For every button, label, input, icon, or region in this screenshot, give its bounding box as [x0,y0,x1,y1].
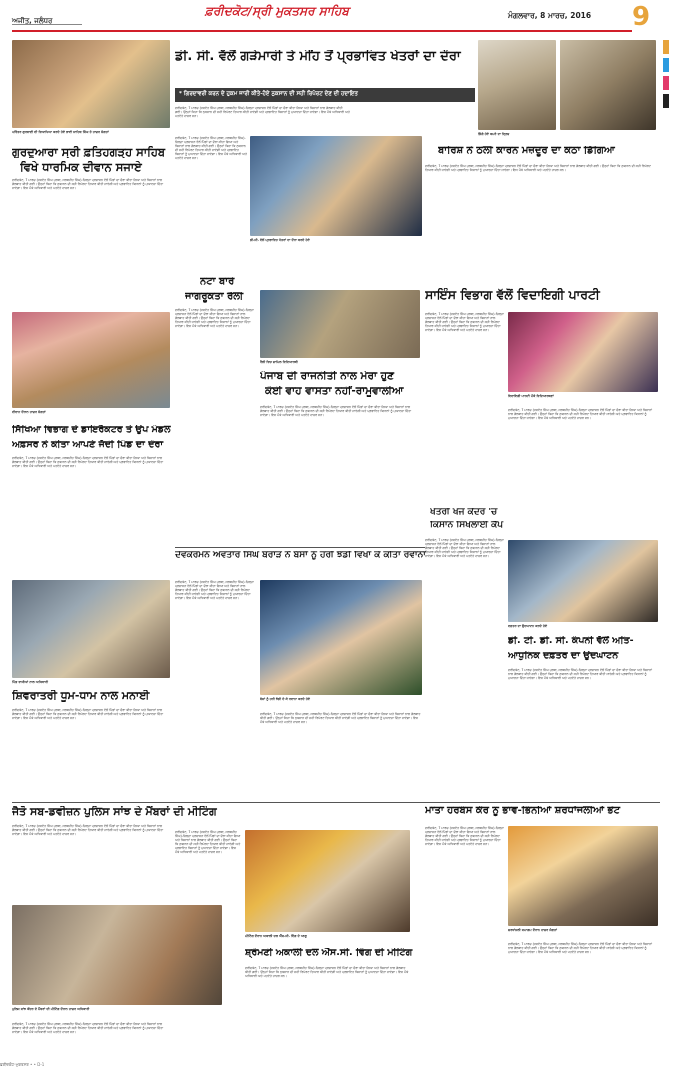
education-headline-2: ਅਫ਼ਸਰ ਨੇ ਕੀਤਾ ਆਪਣੇ ਜੱਦੀ ਪਿੰਡ ਦਾ ਦੌਰਾ [12,440,164,450]
dc-visit-text: ਫ਼ਰੀਦਕੋਟ, 7 ਮਾਰਚ (ਜਸਵੰਤ ਸਿੰਘ ਪੁਰਬਾ, ਸਰਬਜੀਤ ਸਿੰਘ)-ਜ਼ਿਲ੍ਹਾ ਪ੍ਰਸ਼ਾਸਨ ਵੱਲੋਂ ਪਿੰਡਾਂ ਦਾ ਦੌਰਾ ਕੀਤਾ ਗਿਆ ਅਤੇ ਕਿਸਾਨਾਂ ਨਾਲ ਗੱਲਬਾਤ ਕੀਤੀ ਗਈ। ਉਨ੍ਹਾਂ ਕਿਹਾ ਕਿ ਨੁਕਸਾਨ ਦੀ ਸਹੀ ਰਿਪੋਰਟ ਤਿਆਰ ਕੀਤੀ ਜਾਵੇਗੀ ਅਤੇ ਪ੍ਰਭਾਵਿਤ ਕਿਸਾਨਾਂ ਨੂੰ ਮੁਆਵਜ਼ਾ ਦਿੱਤਾ ਜਾਵੇਗਾ। ਇਸ ਮੌਕੇ ਅਧਿਕਾਰੀ ਅਤੇ ਪਤਵੰਤੇ ਹਾਜ਼ਰ ਸਨ। [175,106,350,119]
margin-code: ਫ਼ਰੀਦਕੋਟ-ਮੁਕਤਸਰ • • D-1 [0,1062,45,1067]
worker-text: ਫ਼ਰੀਦਕੋਟ, 7 ਮਾਰਚ (ਜਸਵੰਤ ਸਿੰਘ ਪੁਰਬਾ, ਸਰਬਜੀਤ ਸਿੰਘ)-ਜ਼ਿਲ੍ਹਾ ਪ੍ਰਸ਼ਾਸਨ ਵੱਲੋਂ ਪਿੰਡਾਂ ਦਾ ਦੌਰਾ ਕੀਤਾ ਗਿਆ ਅਤੇ ਕਿਸਾਨਾਂ ਨਾਲ ਗੱਲਬਾਤ ਕੀਤੀ ਗਈ। ਉਨ੍ਹਾਂ ਕਿਹਾ ਕਿ ਨੁਕਸਾਨ ਦੀ ਸਹੀ ਰਿਪੋਰਟ ਤਿਆਰ ਕੀਤੀ ਜਾਵੇਗੀ ਅਤੇ ਪ੍ਰਭਾਵਿਤ ਕਿਸਾਨਾਂ ਨੂੰ ਮੁਆਵਜ਼ਾ ਦਿੱਤਾ ਜਾਵੇਗਾ। ਇਸ ਮੌਕੇ ਅਧਿਕਾਰੀ ਅਤੇ ਪਤਵੰਤੇ ਹਾਜ਼ਰ ਸਨ। [175,136,247,161]
politics-body [260,405,420,545]
page-number: 9 [632,2,651,32]
bus-text-left: ਫ਼ਰੀਦਕੋਟ, 7 ਮਾਰਚ (ਜਸਵੰਤ ਸਿੰਘ ਪੁਰਬਾ, ਸਰਬਜੀਤ ਸਿੰਘ)-ਜ਼ਿਲ੍ਹਾ ਪ੍ਰਸ਼ਾਸਨ ਵੱਲੋਂ ਪਿੰਡਾਂ ਦਾ ਦੌਰਾ ਕੀਤਾ ਗਿਆ ਅਤੇ ਕਿਸਾਨਾਂ ਨਾਲ ਗੱਲਬਾਤ ਕੀਤੀ ਗਈ। ਉਨ੍ਹਾਂ ਕਿਹਾ ਕਿ ਨੁਕਸਾਨ ਦੀ ਸਹੀ ਰਿਪੋਰਟ ਤਿਆਰ ਕੀਤੀ ਜਾਵੇਗੀ ਅਤੇ ਪ੍ਰਭਾਵਿਤ ਕਿਸਾਨਾਂ ਨੂੰ ਮੁਆਵਜ਼ਾ ਦਿੱਤਾ ਜਾਵੇਗਾ। ਇਸ ਮੌਕੇ ਅਧਿਕਾਰੀ ਅਤੇ ਪਤਵੰਤੇ ਹਾਜ਼ਰ ਸਨ। [175,580,254,601]
bus-text-right: ਫ਼ਰੀਦਕੋਟ, 7 ਮਾਰਚ (ਜਸਵੰਤ ਸਿੰਘ ਪੁਰਬਾ, ਸਰਬਜੀਤ ਸਿੰਘ)-ਜ਼ਿਲ੍ਹਾ ਪ੍ਰਸ਼ਾਸਨ ਵੱਲੋਂ ਪਿੰਡਾਂ ਦਾ ਦੌਰਾ ਕੀਤਾ ਗਿਆ ਅਤੇ ਕਿਸਾਨਾਂ ਨਾਲ ਗੱਲਬਾਤ ਕੀਤੀ ਗਈ। ਉਨ੍ਹਾਂ ਕਿਹਾ ਕਿ ਨੁਕਸਾਨ ਦੀ ਸਹੀ ਰਿਪੋਰਟ ਤਿਆਰ ਕੀਤੀ ਜਾਵੇਗੀ ਅਤੇ ਪ੍ਰਭਾਵਿਤ ਕਿਸਾਨਾਂ ਨੂੰ ਮੁਆਵਜ਼ਾ ਦਿੱਤਾ ਜਾਵੇਗਾ। ਇਸ ਮੌਕੇ ਅਧਿਕਾਰੀ ਅਤੇ ਪਤਵੰਤੇ ਹਾਜ਼ਰ ਸਨ। [260,712,421,725]
farmer-headline-1: ਖੇਤਰੀ ਖੋਜ ਕੇਂਦਰ 'ਚ [430,508,498,517]
bus-divider [175,547,425,548]
dtdc-body [508,668,658,796]
dtdc-headline-2: ਆਧੁਨਿਕ ਦਫ਼ਤਰ ਦਾ ਉਦਘਾਟਨ [508,651,619,661]
tributes-text-2: ਫ਼ਰੀਦਕੋਟ, 7 ਮਾਰਚ (ਜਸਵੰਤ ਸਿੰਘ ਪੁਰਬਾ, ਸਰਬਜੀਤ ਸਿੰਘ)-ਜ਼ਿਲ੍ਹਾ ਪ੍ਰਸ਼ਾਸਨ ਵੱਲੋਂ ਪਿੰਡਾਂ ਦਾ ਦੌਰਾ ਕੀਤਾ ਗਿਆ ਅਤੇ ਕਿਸਾਨਾਂ ਨਾਲ ਗੱਲਬਾਤ ਕੀਤੀ ਗਈ। ਉਨ੍ਹਾਂ ਕਿਹਾ ਕਿ ਨੁਕਸਾਨ ਦੀ ਸਹੀ ਰਿਪੋਰਟ ਤਿਆਰ ਕੀਤੀ ਜਾਵੇਗੀ ਅਤੇ ਪ੍ਰਭਾਵਿਤ ਕਿਸਾਨਾਂ ਨੂੰ ਮੁਆਵਜ਼ਾ ਦਿੱਤਾ ਜਾਵੇਗਾ। ਇਸ ਮੌਕੇ ਅਧਿਕਾਰੀ ਅਤੇ ਪਤਵੰਤੇ ਹਾਜ਼ਰ ਸਨ। [508,942,653,955]
farmer-text: ਫ਼ਰੀਦਕੋਟ, 7 ਮਾਰਚ (ਜਸਵੰਤ ਸਿੰਘ ਪੁਰਬਾ, ਸਰਬਜੀਤ ਸਿੰਘ)-ਜ਼ਿਲ੍ਹਾ ਪ੍ਰਸ਼ਾਸਨ ਵੱਲੋਂ ਪਿੰਡਾਂ ਦਾ ਦੌਰਾ ਕੀਤਾ ਗਿਆ ਅਤੇ ਕਿਸਾਨਾਂ ਨਾਲ ਗੱਲਬਾਤ ਕੀਤੀ ਗਈ। ਉਨ੍ਹਾਂ ਕਿਹਾ ਕਿ ਨੁਕਸਾਨ ਦੀ ਸਹੀ ਰਿਪੋਰਟ ਤਿਆਰ ਕੀਤੀ ਜਾਵੇਗੀ ਅਤੇ ਪ੍ਰਭਾਵਿਤ ਕਿਸਾਨਾਂ ਨੂੰ ਮੁਆਵਜ਼ਾ ਦਿੱਤਾ ਜਾਵੇਗਾ। ਇਸ ਮੌਕੇ ਅਧਿਕਾਰੀ ਅਤੇ ਪਤਵੰਤੇ ਹਾਜ਼ਰ ਸਨ। [425,538,504,559]
dc-visit-photo [250,136,422,236]
tributes-divider [425,802,660,803]
section-title: ਫ਼ਰੀਦਕੋਟ/ਸ੍ਰੀ ਮੁਕਤਸਰ ਸਾਹਿਬ [205,4,349,18]
gurdwara-photo [12,40,170,128]
worker-house-photo-2 [560,40,656,130]
tributes-body [425,826,505,1066]
tributes-text: ਫ਼ਰੀਦਕੋਟ, 7 ਮਾਰਚ (ਜਸਵੰਤ ਸਿੰਘ ਪੁਰਬਾ, ਸਰਬਜੀਤ ਸਿੰਘ)-ਜ਼ਿਲ੍ਹਾ ਪ੍ਰਸ਼ਾਸਨ ਵੱਲੋਂ ਪਿੰਡਾਂ ਦਾ ਦੌਰਾ ਕੀਤਾ ਗਿਆ ਅਤੇ ਕਿਸਾਨਾਂ ਨਾਲ ਗੱਲਬਾਤ ਕੀਤੀ ਗਈ। ਉਨ੍ਹਾਂ ਕਿਹਾ ਕਿ ਨੁਕਸਾਨ ਦੀ ਸਹੀ ਰਿਪੋਰਟ ਤਿਆਰ ਕੀਤੀ ਜਾਵੇਗੀ ਅਤੇ ਪ੍ਰਭਾਵਿਤ ਕਿਸਾਨਾਂ ਨੂੰ ਮੁਆਵਜ਼ਾ ਦਿੱਤਾ ਜਾਵੇਗਾ। ਇਸ ਮੌਕੇ ਅਧਿਕਾਰੀ ਅਤੇ ਪਤਵੰਤੇ ਹਾਜ਼ਰ ਸਨ। [425,826,504,847]
education-photo [12,580,170,678]
shiromani-headline: ਸ਼੍ਰੋਮਣੀ ਅਕਾਲੀ ਦਲ ਐੱਸ.ਸੀ. ਵਿੰਗ ਦੀ ਮੀਟਿੰਗ [245,948,413,958]
politics-headline-2: ਕੋਈ ਵਾਹ ਵਾਸਤਾ ਨਹੀਂ-ਰਾਮੂਵਾਲੀਆ [265,386,404,397]
shivratri-text: ਫ਼ਰੀਦਕੋਟ, 7 ਮਾਰਚ (ਜਸਵੰਤ ਸਿੰਘ ਪੁਰਬਾ, ਸਰਬਜੀਤ ਸਿੰਘ)-ਜ਼ਿਲ੍ਹਾ ਪ੍ਰਸ਼ਾਸਨ ਵੱਲੋਂ ਪਿੰਡਾਂ ਦਾ ਦੌਰਾ ਕੀਤਾ ਗਿਆ ਅਤੇ ਕਿਸਾਨਾਂ ਨਾਲ ਗੱਲਬਾਤ ਕੀਤੀ ਗਈ। ਉਨ੍ਹਾਂ ਕਿਹਾ ਕਿ ਨੁਕਸਾਨ ਦੀ ਸਹੀ ਰਿਪੋਰਟ ਤਿਆਰ ਕੀਤੀ ਜਾਵੇਗੀ ਅਤੇ ਪ੍ਰਭਾਵਿਤ ਕਿਸਾਨਾਂ ਨੂੰ ਮੁਆਵਜ਼ਾ ਦਿੱਤਾ ਜਾਵੇਗਾ। ਇਸ ਮੌਕੇ ਅਧਿਕਾਰੀ ਅਤੇ ਪਤਵੰਤੇ ਹਾਜ਼ਰ ਸਨ। [12,708,164,721]
masthead-rule [12,30,632,32]
education-body [12,456,170,576]
shivratri-headline: ਸ਼ਿਵਰਾਤਰੀ ਧੂਮ-ਧਾਮ ਨਾਲ ਮਨਾਈ [12,690,150,702]
farmer-headline-2: ਕਿਸਾਨ ਸਿਖਲਾਈ ਕੈਂਪ [430,521,504,530]
worker-photo-caption: ਡਿੱਗੇ ਹੋਏ ਕਮਰੇ ਦਾ ਦ੍ਰਿਸ਼ [478,132,510,136]
dc-visit-banner [175,88,475,102]
dc-photo-caption: ਡੀ.ਸੀ. ਵੱਲੋਂ ਪ੍ਰਭਾਵਿਤ ਖੇਤਰਾਂ ਦਾ ਦੌਰਾ ਕਰਦੇ ਹੋਏ [250,238,310,242]
science-photo [508,312,658,392]
dtdc-photo [508,540,658,622]
gurdwara-photo-caption: ਪਵਿੱਤਰ ਗੁਰਬਾਣੀ ਦੀ ਵਿਆਖਿਆ ਕਰਦੇ ਹੋਏ ਭਾਈ ਸਾਹਿਬ ਸਿੰਘ ਤੇ ਹਾਜ਼ਰ ਸੰਗਤਾਂ [12,130,109,134]
shiromani-text: ਫ਼ਰੀਦਕੋਟ, 7 ਮਾਰਚ (ਜਸਵੰਤ ਸਿੰਘ ਪੁਰਬਾ, ਸਰਬਜੀਤ ਸਿੰਘ)-ਜ਼ਿਲ੍ਹਾ ਪ੍ਰਸ਼ਾਸਨ ਵੱਲੋਂ ਪਿੰਡਾਂ ਦਾ ਦੌਰਾ ਕੀਤਾ ਗਿਆ ਅਤੇ ਕਿਸਾਨਾਂ ਨਾਲ ਗੱਲਬਾਤ ਕੀਤੀ ਗਈ। ਉਨ੍ਹਾਂ ਕਿਹਾ ਕਿ ਨੁਕਸਾਨ ਦੀ ਸਹੀ ਰਿਪੋਰਟ ਤਿਆਰ ਕੀਤੀ ਜਾਵੇਗੀ ਅਤੇ ਪ੍ਰਭਾਵਿਤ ਕਿਸਾਨਾਂ ਨੂੰ ਮੁਆਵਜ਼ਾ ਦਿੱਤਾ ਜਾਵੇਗਾ। ਇਸ ਮੌਕੇ ਅਧਿਕਾਰੀ ਅਤੇ ਪਤਵੰਤੇ ਹਾਜ਼ਰ ਸਨ। [245,966,409,979]
bus-photo-caption: ਬੱਸਾਂ ਨੂੰ ਹਰੀ ਝੰਡੀ ਦੇ ਕੇ ਰਵਾਨਾ ਕਰਦੇ ਹੋਏ [260,697,310,701]
police-divider [12,802,482,803]
shiromani-body [245,966,410,1066]
tributes-caption: ਸ਼ਰਧਾਂਜਲੀ ਸਮਾਗਮ ਦੌਰਾਨ ਹਾਜ਼ਰ ਸੰਗਤਾਂ [508,928,557,932]
dc-visit-banner-text: * ਗਿਰਦਾਵਰੀ ਕਰਨ ਦੇ ਹੁਕਮ ਜਾਰੀ ਕੀਤੇ-ਹੋਏ ਨੁਕਸਾਨ ਦੀ ਸਹੀ ਰਿਪੋਰਟ ਦੇਣ ਦੀ ਹਦਾਇਤ [179,91,358,97]
politics-headline-1: ਪੰਜਾਬ ਦੀ ਰਾਜਨੀਤੀ ਨਾਲ ਮੇਰਾ ਹੁਣ [260,371,394,382]
science-text: ਫ਼ਰੀਦਕੋਟ, 7 ਮਾਰਚ (ਜਸਵੰਤ ਸਿੰਘ ਪੁਰਬਾ, ਸਰਬਜੀਤ ਸਿੰਘ)-ਜ਼ਿਲ੍ਹਾ ਪ੍ਰਸ਼ਾਸਨ ਵੱਲੋਂ ਪਿੰਡਾਂ ਦਾ ਦੌਰਾ ਕੀਤਾ ਗਿਆ ਅਤੇ ਕਿਸਾਨਾਂ ਨਾਲ ਗੱਲਬਾਤ ਕੀਤੀ ਗਈ। ਉਨ੍ਹਾਂ ਕਿਹਾ ਕਿ ਨੁਕਸਾਨ ਦੀ ਸਹੀ ਰਿਪੋਰਟ ਤਿਆਰ ਕੀਤੀ ਜਾਵੇਗੀ ਅਤੇ ਪ੍ਰਭਾਵਿਤ ਕਿਸਾਨਾਂ ਨੂੰ ਮੁਆਵਜ਼ਾ ਦਿੱਤਾ ਜਾਵੇਗਾ। ਇਸ ਮੌਕੇ ਅਧਿਕਾਰੀ ਅਤੇ ਪਤਵੰਤੇ ਹਾਜ਼ਰ ਸਨ। [425,312,504,333]
masthead-left-box [12,8,82,25]
politics-text: ਫ਼ਰੀਦਕੋਟ, 7 ਮਾਰਚ (ਜਸਵੰਤ ਸਿੰਘ ਪੁਰਬਾ, ਸਰਬਜੀਤ ਸਿੰਘ)-ਜ਼ਿਲ੍ਹਾ ਪ੍ਰਸ਼ਾਸਨ ਵੱਲੋਂ ਪਿੰਡਾਂ ਦਾ ਦੌਰਾ ਕੀਤਾ ਗਿਆ ਅਤੇ ਕਿਸਾਨਾਂ ਨਾਲ ਗੱਲਬਾਤ ਕੀਤੀ ਗਈ। ਉਨ੍ਹਾਂ ਕਿਹਾ ਕਿ ਨੁਕਸਾਨ ਦੀ ਸਹੀ ਰਿਪੋਰਟ ਤਿਆਰ ਕੀਤੀ ਜਾਵੇਗੀ ਅਤੇ ਪ੍ਰਭਾਵਿਤ ਕਿਸਾਨਾਂ ਨੂੰ ਮੁਆਵਜ਼ਾ ਦਿੱਤਾ ਜਾਵੇਗਾ। ਇਸ ਮੌਕੇ ਅਧਿਕਾਰੀ ਅਤੇ ਪਤਵੰਤੇ ਹਾਜ਼ਰ ਸਨ। [260,405,412,418]
worker-text-col [175,136,247,276]
dtdc-headline-1: ਡੀ. ਟੀ. ਡੀ. ਸੀ. ਕੰਪਨੀ ਵੱਲੋਂ ਅਤਿ- [508,636,634,646]
bus-photo [260,580,422,695]
dtdc-text: ਫ਼ਰੀਦਕੋਟ, 7 ਮਾਰਚ (ਜਸਵੰਤ ਸਿੰਘ ਪੁਰਬਾ, ਸਰਬਜੀਤ ਸਿੰਘ)-ਜ਼ਿਲ੍ਹਾ ਪ੍ਰਸ਼ਾਸਨ ਵੱਲੋਂ ਪਿੰਡਾਂ ਦਾ ਦੌਰਾ ਕੀਤਾ ਗਿਆ ਅਤੇ ਕਿਸਾਨਾਂ ਨਾਲ ਗੱਲਬਾਤ ਕੀਤੀ ਗਈ। ਉਨ੍ਹਾਂ ਕਿਹਾ ਕਿ ਨੁਕਸਾਨ ਦੀ ਸਹੀ ਰਿਪੋਰਟ ਤਿਆਰ ਕੀਤੀ ਜਾਵੇਗੀ ਅਤੇ ਪ੍ਰਭਾਵਿਤ ਕਿਸਾਨਾਂ ਨੂੰ ਮੁਆਵਜ਼ਾ ਦਿੱਤਾ ਜਾਵੇਗਾ। ਇਸ ਮੌਕੇ ਅਧਿਕਾਰੀ ਅਤੇ ਪਤਵੰਤੇ ਹਾਜ਼ਰ ਸਨ। [508,668,653,681]
gurdwara-headline-2: ਵਿਖੇ ਧਾਰਮਿਕ ਦੀਵਾਨ ਸਜਾਏ [20,161,142,174]
bus-headline: ਦੇਵਕਰਮਨ ਅਵਤਾਰ ਸਿੰਘ ਬਰਾੜ ਨੇ ਬੱਸਾਂ ਨੂੰ ਹਰੀ ਝੰਡੀ ਵਿਖਾ ਕੇ ਕੀਤਾ ਰਵਾਨਾ [175,551,426,560]
shivratri-body [12,708,170,798]
tributes-photo [508,826,658,926]
shiromani-photo [245,830,410,932]
nota-text: ਫ਼ਰੀਦਕੋਟ, 7 ਮਾਰਚ (ਜਸਵੰਤ ਸਿੰਘ ਪੁਰਬਾ, ਸਰਬਜੀਤ ਸਿੰਘ)-ਜ਼ਿਲ੍ਹਾ ਪ੍ਰਸ਼ਾਸਨ ਵੱਲੋਂ ਪਿੰਡਾਂ ਦਾ ਦੌਰਾ ਕੀਤਾ ਗਿਆ ਅਤੇ ਕਿਸਾਨਾਂ ਨਾਲ ਗੱਲਬਾਤ ਕੀਤੀ ਗਈ। ਉਨ੍ਹਾਂ ਕਿਹਾ ਕਿ ਨੁਕਸਾਨ ਦੀ ਸਹੀ ਰਿਪੋਰਟ ਤਿਆਰ ਕੀਤੀ ਜਾਵੇਗੀ ਅਤੇ ਪ੍ਰਭਾਵਿਤ ਕਿਸਾਨਾਂ ਨੂੰ ਮੁਆਵਜ਼ਾ ਦਿੱਤਾ ਜਾਵੇਗਾ। ਇਸ ਮੌਕੇ ਅਧਿਕਾਰੀ ਅਤੇ ਪਤਵੰਤੇ ਹਾਜ਼ਰ ਸਨ। [175,308,254,329]
worker-body [425,164,657,280]
bus-body-left [175,580,255,790]
congregation-caption: ਦੀਵਾਨ ਦੌਰਾਨ ਹਾਜ਼ਰ ਸੰਗਤਾਂ [12,410,46,414]
science-headline: ਸਾਇੰਸ ਵਿਭਾਗ ਵੱਲੋਂ ਵਿਦਾਇਗੀ ਪਾਰਟੀ [425,288,600,302]
right-margin-strip [661,40,671,1040]
nota-photo [260,290,420,358]
farmer-body [425,538,505,798]
gurdwara-text: ਫ਼ਰੀਦਕੋਟ, 7 ਮਾਰਚ (ਜਸਵੰਤ ਸਿੰਘ ਪੁਰਬਾ, ਸਰਬਜੀਤ ਸਿੰਘ)-ਜ਼ਿਲ੍ਹਾ ਪ੍ਰਸ਼ਾਸਨ ਵੱਲੋਂ ਪਿੰਡਾਂ ਦਾ ਦੌਰਾ ਕੀਤਾ ਗਿਆ ਅਤੇ ਕਿਸਾਨਾਂ ਨਾਲ ਗੱਲਬਾਤ ਕੀਤੀ ਗਈ। ਉਨ੍ਹਾਂ ਕਿਹਾ ਕਿ ਨੁਕਸਾਨ ਦੀ ਸਹੀ ਰਿਪੋਰਟ ਤਿਆਰ ਕੀਤੀ ਜਾਵੇਗੀ ਅਤੇ ਪ੍ਰਭਾਵਿਤ ਕਿਸਾਨਾਂ ਨੂੰ ਮੁਆਵਜ਼ਾ ਦਿੱਤਾ ਜਾਵੇਗਾ। ਇਸ ਮੌਕੇ ਅਧਿਕਾਰੀ ਅਤੇ ਪਤਵੰਤੇ ਹਾਜ਼ਰ ਸਨ। [12,178,164,191]
education-photo-caption: ਪਿੰਡ ਵਾਸੀਆਂ ਨਾਲ ਅਧਿਕਾਰੀ [12,680,48,684]
science-body-2 [508,408,658,502]
police-body-mid [175,830,241,1066]
police-text-2: ਫ਼ਰੀਦਕੋਟ, 7 ਮਾਰਚ (ਜਸਵੰਤ ਸਿੰਘ ਪੁਰਬਾ, ਸਰਬਜੀਤ ਸਿੰਘ)-ਜ਼ਿਲ੍ਹਾ ਪ੍ਰਸ਼ਾਸਨ ਵੱਲੋਂ ਪਿੰਡਾਂ ਦਾ ਦੌਰਾ ਕੀਤਾ ਗਿਆ ਅਤੇ ਕਿਸਾਨਾਂ ਨਾਲ ਗੱਲਬਾਤ ਕੀਤੀ ਗਈ। ਉਨ੍ਹਾਂ ਕਿਹਾ ਕਿ ਨੁਕਸਾਨ ਦੀ ਸਹੀ ਰਿਪੋਰਟ ਤਿਆਰ ਕੀਤੀ ਜਾਵੇਗੀ ਅਤੇ ਪ੍ਰਭਾਵਿਤ ਕਿਸਾਨਾਂ ਨੂੰ ਮੁਆਵਜ਼ਾ ਦਿੱਤਾ ਜਾਵੇਗਾ। ਇਸ ਮੌਕੇ ਅਧਿਕਾਰੀ ਅਤੇ ਪਤਵੰਤੇ ਹਾਜ਼ਰ ਸਨ। [12,1022,164,1035]
nota-photo-caption: ਰੈਲੀ ਵਿਚ ਸ਼ਾਮਿਲ ਵਿਦਿਆਰਥੀ [260,360,298,364]
tributes-body-2 [508,942,658,1066]
science-body [425,312,505,502]
nota-headline-1: ਨੋਟਾ ਬਾਰੇ [200,277,235,287]
date-line: ਮੰਗਲਵਾਰ, 8 ਮਾਰਚ, 2016 [508,11,592,20]
police-body [12,824,170,904]
police-photo-caption: ਪੁਲਿਸ ਸਾਂਝ ਕੇਂਦਰ ਦੇ ਮੈਂਬਰਾਂ ਦੀ ਮੀਟਿੰਗ ਦੌਰਾਨ ਹਾਜ਼ਰ ਅਧਿਕਾਰੀ [12,1007,90,1011]
science-text-2: ਫ਼ਰੀਦਕੋਟ, 7 ਮਾਰਚ (ਜਸਵੰਤ ਸਿੰਘ ਪੁਰਬਾ, ਸਰਬਜੀਤ ਸਿੰਘ)-ਜ਼ਿਲ੍ਹਾ ਪ੍ਰਸ਼ਾਸਨ ਵੱਲੋਂ ਪਿੰਡਾਂ ਦਾ ਦੌਰਾ ਕੀਤਾ ਗਿਆ ਅਤੇ ਕਿਸਾਨਾਂ ਨਾਲ ਗੱਲਬਾਤ ਕੀਤੀ ਗਈ। ਉਨ੍ਹਾਂ ਕਿਹਾ ਕਿ ਨੁਕਸਾਨ ਦੀ ਸਹੀ ਰਿਪੋਰਟ ਤਿਆਰ ਕੀਤੀ ਜਾਵੇਗੀ ਅਤੇ ਪ੍ਰਭਾਵਿਤ ਕਿਸਾਨਾਂ ਨੂੰ ਮੁਆਵਜ਼ਾ ਦਿੱਤਾ ਜਾਵੇਗਾ। ਇਸ ਮੌਕੇ ਅਧਿਕਾਰੀ ਅਤੇ ਪਤਵੰਤੇ ਹਾਜ਼ਰ ਸਨ। [508,408,653,421]
gurdwara-body [12,178,170,308]
education-text: ਫ਼ਰੀਦਕੋਟ, 7 ਮਾਰਚ (ਜਸਵੰਤ ਸਿੰਘ ਪੁਰਬਾ, ਸਰਬਜੀਤ ਸਿੰਘ)-ਜ਼ਿਲ੍ਹਾ ਪ੍ਰਸ਼ਾਸਨ ਵੱਲੋਂ ਪਿੰਡਾਂ ਦਾ ਦੌਰਾ ਕੀਤਾ ਗਿਆ ਅਤੇ ਕਿਸਾਨਾਂ ਨਾਲ ਗੱਲਬਾਤ ਕੀਤੀ ਗਈ। ਉਨ੍ਹਾਂ ਕਿਹਾ ਕਿ ਨੁਕਸਾਨ ਦੀ ਸਹੀ ਰਿਪੋਰਟ ਤਿਆਰ ਕੀਤੀ ਜਾਵੇਗੀ ਅਤੇ ਪ੍ਰਭਾਵਿਤ ਕਿਸਾਨਾਂ ਨੂੰ ਮੁਆਵਜ਼ਾ ਦਿੱਤਾ ਜਾਵੇਗਾ। ਇਸ ਮੌਕੇ ਅਧਿਕਾਰੀ ਅਤੇ ਪਤਵੰਤੇ ਹਾਜ਼ਰ ਸਨ। [12,456,164,469]
worker-house-photo [478,40,556,130]
dtdc-photo-caption: ਦਫ਼ਤਰ ਦਾ ਉਦਘਾਟਨ ਕਰਦੇ ਹੋਏ [508,624,548,628]
nota-body [175,308,255,548]
worker-body-text: ਫ਼ਰੀਦਕੋਟ, 7 ਮਾਰਚ (ਜਸਵੰਤ ਸਿੰਘ ਪੁਰਬਾ, ਸਰਬਜੀਤ ਸਿੰਘ)-ਜ਼ਿਲ੍ਹਾ ਪ੍ਰਸ਼ਾਸਨ ਵੱਲੋਂ ਪਿੰਡਾਂ ਦਾ ਦੌਰਾ ਕੀਤਾ ਗਿਆ ਅਤੇ ਕਿਸਾਨਾਂ ਨਾਲ ਗੱਲਬਾਤ ਕੀਤੀ ਗਈ। ਉਨ੍ਹਾਂ ਕਿਹਾ ਕਿ ਨੁਕਸਾਨ ਦੀ ਸਹੀ ਰਿਪੋਰਟ ਤਿਆਰ ਕੀਤੀ ਜਾਵੇਗੀ ਅਤੇ ਪ੍ਰਭਾਵਿਤ ਕਿਸਾਨਾਂ ਨੂੰ ਮੁਆਵਜ਼ਾ ਦਿੱਤਾ ਜਾਵੇਗਾ। ਇਸ ਮੌਕੇ ਅਧਿਕਾਰੀ ਅਤੇ ਪਤਵੰਤੇ ਹਾਜ਼ਰ ਸਨ। [425,164,651,173]
dc-visit-body [175,106,350,134]
police-text: ਫ਼ਰੀਦਕੋਟ, 7 ਮਾਰਚ (ਜਸਵੰਤ ਸਿੰਘ ਪੁਰਬਾ, ਸਰਬਜੀਤ ਸਿੰਘ)-ਜ਼ਿਲ੍ਹਾ ਪ੍ਰਸ਼ਾਸਨ ਵੱਲੋਂ ਪਿੰਡਾਂ ਦਾ ਦੌਰਾ ਕੀਤਾ ਗਿਆ ਅਤੇ ਕਿਸਾਨਾਂ ਨਾਲ ਗੱਲਬਾਤ ਕੀਤੀ ਗਈ। ਉਨ੍ਹਾਂ ਕਿਹਾ ਕਿ ਨੁਕਸਾਨ ਦੀ ਸਹੀ ਰਿਪੋਰਟ ਤਿਆਰ ਕੀਤੀ ਜਾਵੇਗੀ ਅਤੇ ਪ੍ਰਭਾਵਿਤ ਕਿਸਾਨਾਂ ਨੂੰ ਮੁਆਵਜ਼ਾ ਦਿੱਤਾ ਜਾਵੇਗਾ। ਇਸ ਮੌਕੇ ਅਧਿਕਾਰੀ ਅਤੇ ਪਤਵੰਤੇ ਹਾਜ਼ਰ ਸਨ। [12,824,164,837]
bus-body-right [260,712,422,792]
dc-visit-headline: ਡੀ. ਸੀ. ਵੱਲੋਂ ਗੜੇਮਾਰੀ ਤੇ ਮੀਂਹ ਤੋਂ ਪ੍ਰਭਾਵਿਤ ਖੇਤਰਾਂ ਦਾ ਦੌਰਾ [175,50,461,64]
gurdwara-headline-1: ਗੁਰਦੁਆਰਾ ਸ੍ਰੀ ਫ਼ਤਿਹਗੜ੍ਹ ਸਾਹਿਬ [12,146,166,159]
edition-label: ਅਜੀਤ, ਜਲੰਧਰ [12,17,53,25]
education-headline-1: ਸਿੱਖਿਆ ਵਿਭਾਗ ਦੇ ਡਾਇਰੈਕਟਰ ਤੇ ਉਪ ਮੰਡਲ [12,425,171,435]
shiromani-caption: ਮੀਟਿੰਗ ਦੌਰਾਨ ਅਕਾਲੀ ਦਲ ਐੱਸ.ਸੀ. ਵਿੰਗ ਦੇ ਆਗੂ [245,934,307,938]
police-text-mid: ਫ਼ਰੀਦਕੋਟ, 7 ਮਾਰਚ (ਜਸਵੰਤ ਸਿੰਘ ਪੁਰਬਾ, ਸਰਬਜੀਤ ਸਿੰਘ)-ਜ਼ਿਲ੍ਹਾ ਪ੍ਰਸ਼ਾਸਨ ਵੱਲੋਂ ਪਿੰਡਾਂ ਦਾ ਦੌਰਾ ਕੀਤਾ ਗਿਆ ਅਤੇ ਕਿਸਾਨਾਂ ਨਾਲ ਗੱਲਬਾਤ ਕੀਤੀ ਗਈ। ਉਨ੍ਹਾਂ ਕਿਹਾ ਕਿ ਨੁਕਸਾਨ ਦੀ ਸਹੀ ਰਿਪੋਰਟ ਤਿਆਰ ਕੀਤੀ ਜਾਵੇਗੀ ਅਤੇ ਪ੍ਰਭਾਵਿਤ ਕਿਸਾਨਾਂ ਨੂੰ ਮੁਆਵਜ਼ਾ ਦਿੱਤਾ ਜਾਵੇਗਾ। ਇਸ ਮੌਕੇ ਅਧਿਕਾਰੀ ਅਤੇ ਪਤਵੰਤੇ ਹਾਜ਼ਰ ਸਨ। [175,830,241,855]
worker-headline: ਬਾਰਿਸ਼ ਨੇ ਠੋਲੀ ਕਾਰਨ ਮਜ਼ਦੂਰ ਦਾ ਕੋਠਾ ਡਿੱਗਿਆ [438,146,615,156]
police-headline: ਜੈਤੋ ਸਬ-ਡਵੀਜ਼ਨ ਪੁਲਿਸ ਸਾਂਝ ਦੇ ਮੈਂਬਰਾਂ ਦੀ ਮੀਟਿੰਗ [12,806,217,818]
congregation-photo [12,312,170,408]
nota-headline-2: ਜਾਗਰੂਕਤਾ ਰੈਲੀ [185,292,244,302]
tributes-headline: ਮਾਤਾ ਹਰਬੰਸ ਕੌਰ ਨੂੰ ਭਾਵ-ਭਿੰਨੀਆਂ ਸ਼ਰਧਾਂਜਲੀਆਂ ਭੇਟ [425,806,621,816]
science-photo-caption: ਵਿਦਾਇਗੀ ਪਾਰਟੀ ਮੌਕੇ ਵਿਦਿਆਰਥਣਾਂ [508,394,554,398]
masthead [0,0,675,32]
